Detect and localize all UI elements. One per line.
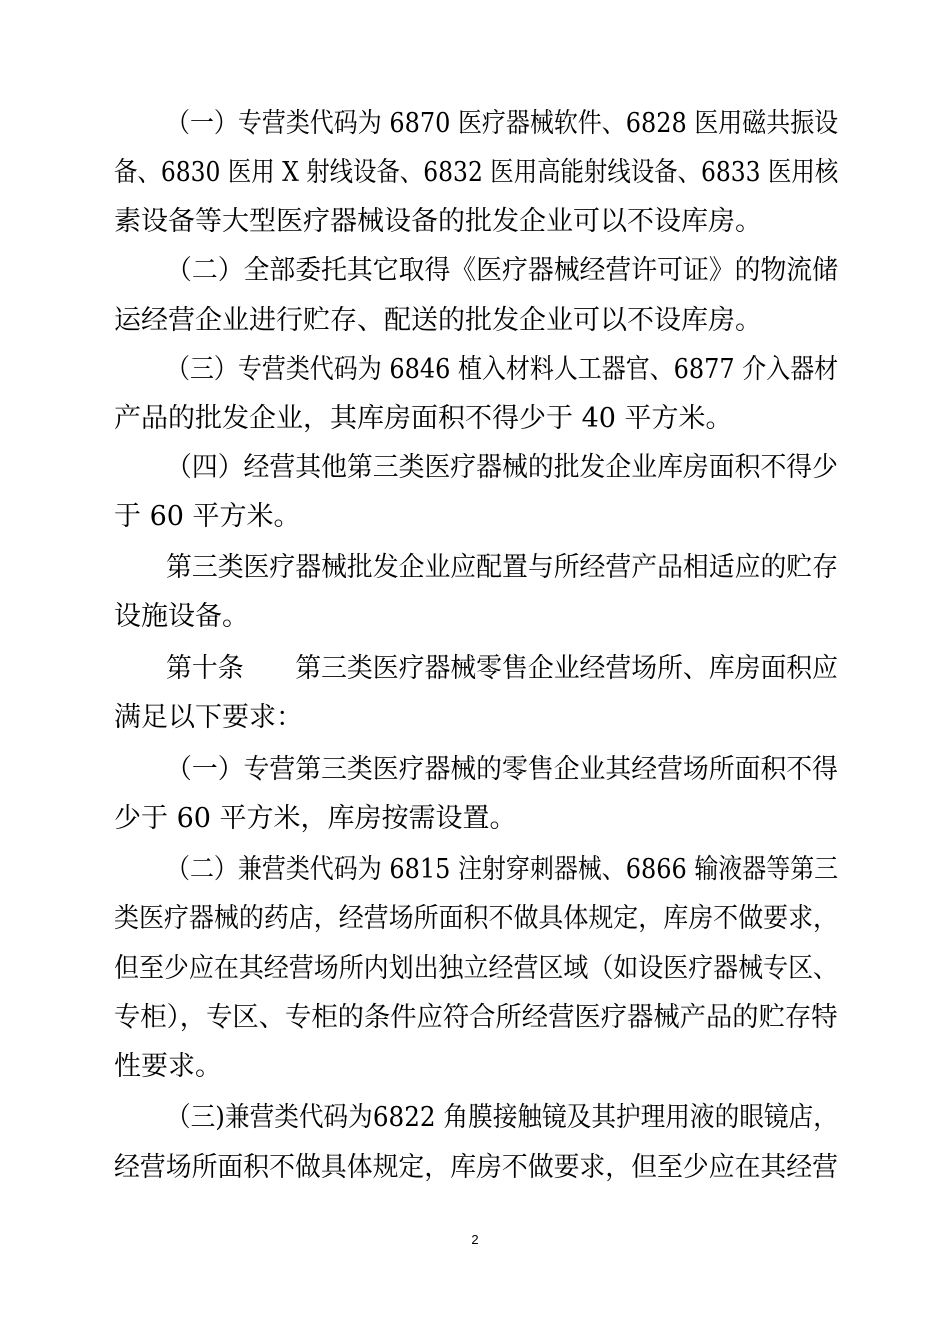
text-line: 性要求。 [114,1051,222,1082]
text-line: 产品的批发企业，其库房面积不得少于 40 平方米。 [114,403,733,434]
text-line: 第十条 第三类医疗器械零售企业经营场所、库房面积应 [166,653,838,684]
text-line: 设施设备。 [114,601,249,632]
text-line: （三）专营类代码为 6846 植入材料人工器官、6877 介入器材 [166,354,839,385]
text-line: 满足以下要求： [114,702,303,733]
text-line: 但至少应在其经营场所内划出独立经营区域（如设医疗器械专区、 [114,953,838,984]
text-line: （一）专营第三类医疗器械的零售企业其经营场所面积不得 [166,754,838,785]
text-line: 于 60 平方米。 [114,501,301,532]
text-line: （二）全部委托其它取得《医疗器械经营许可证》的物流储 [166,255,838,286]
text-line: 备、6830 医用 X 射线设备、6832 医用高能射线设备、6833 医用核 [114,157,839,188]
text-line: 少于 60 平方米，库房按需设置。 [114,803,517,834]
text-line: 专柜），专区、专柜的条件应符合所经营医疗器械产品的贮存特 [114,1002,838,1033]
page-number: 2 [471,1232,479,1247]
text-line: 第三类医疗器械批发企业应配置与所经营产品相适应的贮存 [166,552,838,583]
text-line: 素设备等大型医疗器械设备的批发企业可以不设库房。 [114,206,762,237]
text-line: 运经营企业进行贮存、配送的批发企业可以不设库房。 [114,305,762,336]
text-line: （二）兼营类代码为 6815 注射穿刺器械、6866 输液器等第三 [166,854,839,885]
text-line: 类医疗器械的药店，经营场所面积不做具体规定，库房不做要求， [114,903,838,934]
text-line: 经营场所面积不做具体规定，库房不做要求，但至少应在其经营 [114,1152,838,1183]
text-line: （一）专营类代码为 6870 医疗器械软件、6828 医用磁共振设 [166,108,839,139]
text-line: （三)兼营类代码为6822 角膜接触镜及其护理用液的眼镜店， [166,1102,838,1133]
text-line: （四）经营其他第三类医疗器械的批发企业库房面积不得少 [166,452,838,483]
